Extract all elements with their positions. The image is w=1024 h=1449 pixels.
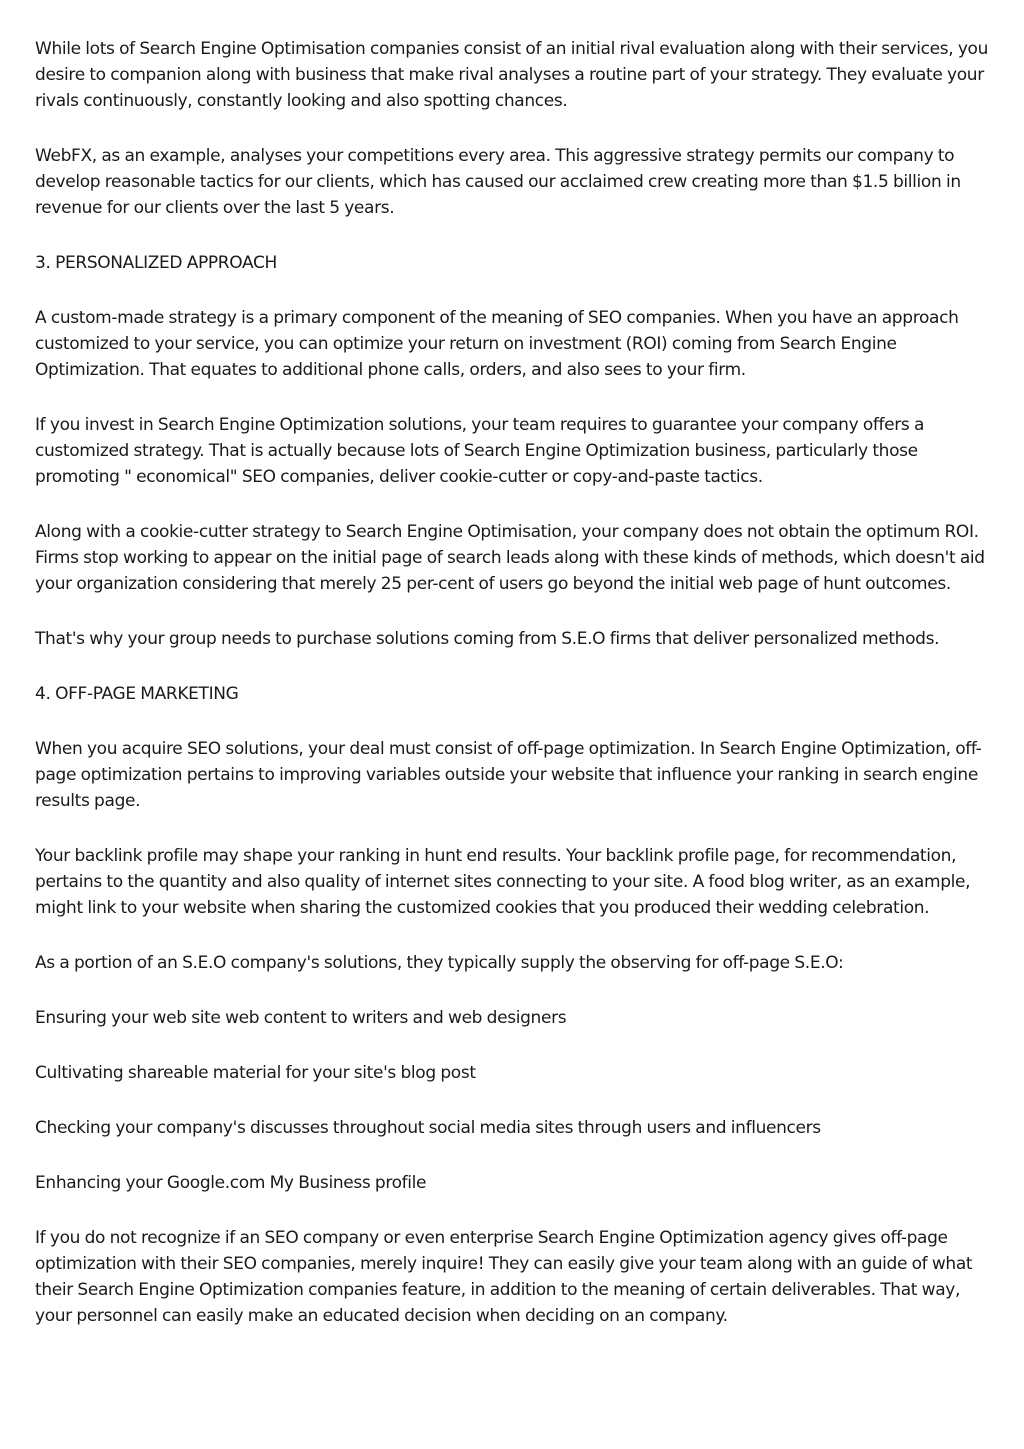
paragraph-invest-solutions: If you invest in Search Engine Optimization solutions, your team requires to guarantee your company offers a customized strategy. That is actually because lots of Search Engine Optimization business, particularly those promoting " economical" SEO companies, deliver cookie-cutter or copy-and-paste tactics. (35, 415, 925, 487)
list-item-shareable-material: Cultivating shareable material for your site's blog post (35, 1063, 476, 1083)
paragraph-off-page-optimization: When you acquire SEO solutions, your deal must consist of off-page optimization. In Search Engine Optimization, off-page optimization pertains to improving variables outside your website that influence your ranking in search engine results page. (35, 739, 982, 811)
list-item-web-content: Ensuring your web site web content to writers and web designers (35, 1008, 567, 1028)
paragraph-cookie-cutter: Along with a cookie-cutter strategy to Search Engine Optimisation, your company does not obtain the optimum ROI. Firms stop working to appear on the initial page of search leads along with these kinds of methods, which doesn't aid your organization considering that merely 25 per-cent of users go beyond the initial web page of hunt outcomes. (35, 522, 985, 594)
section-heading-personalized-approach: 3. PERSONALIZED APPROACH (35, 253, 277, 273)
paragraph-off-page-intro: As a portion of an S.E.O company's solutions, they typically supply the observing for off-page S.E.O: (35, 953, 844, 973)
paragraph-inquire: If you do not recognize if an SEO company or even enterprise Search Engine Optimization agency gives off-page optimization with their SEO companies, merely inquire! They can easily give your team along with an guide of what their Search Engine Optimization companies feature, in addition to the meaning of certain deliverables. That way, your personnel can easily make an educated decision when deciding on an company. (35, 1228, 973, 1326)
paragraph-competitor-evaluation: While lots of Search Engine Optimisation companies consist of an initial rival evaluation along with their services, you desire to companion along with business that make rival analyses a routine part of your strategy. They evaluate your rivals continuously, constantly looking and also spotting chances. (35, 39, 989, 111)
paragraph-custom-strategy: A custom-made strategy is a primary component of the meaning of SEO companies. When you have an approach customized to your service, you can optimize your return on investment (ROI) coming from Search Engine Optimization. That equates to additional phone calls, orders, and also sees to your firm. (35, 308, 959, 380)
paragraph-backlink-profile: Your backlink profile may shape your ranking in hunt end results. Your backlink profile page, for recommendation, pertains to the quantity and also quality of internet sites connecting to your site. A food blog writer, as an example, might link to your website when sharing the customized cookies that you produced their wedding celebration. (35, 846, 971, 918)
document-body (35, 36, 995, 1358)
paragraph-personalized-methods: That's why your group needs to purchase solutions coming from S.E.O firms that deliver personalized methods. (35, 629, 940, 649)
list-item-social-mentions: Checking your company's discusses throughout social media sites through users and influencers (35, 1118, 821, 1138)
list-item-google-business: Enhancing your Google.com My Business profile (35, 1173, 427, 1193)
section-heading-off-page-marketing: 4. OFF-PAGE MARKETING (35, 684, 239, 704)
paragraph-webfx-example: WebFX, as an example, analyses your competitions every area. This aggressive strategy permits our company to develop reasonable tactics for our clients, which has caused our acclaimed crew creating more than $1.5 billion in revenue for our clients over the last 5 years. (35, 146, 961, 218)
